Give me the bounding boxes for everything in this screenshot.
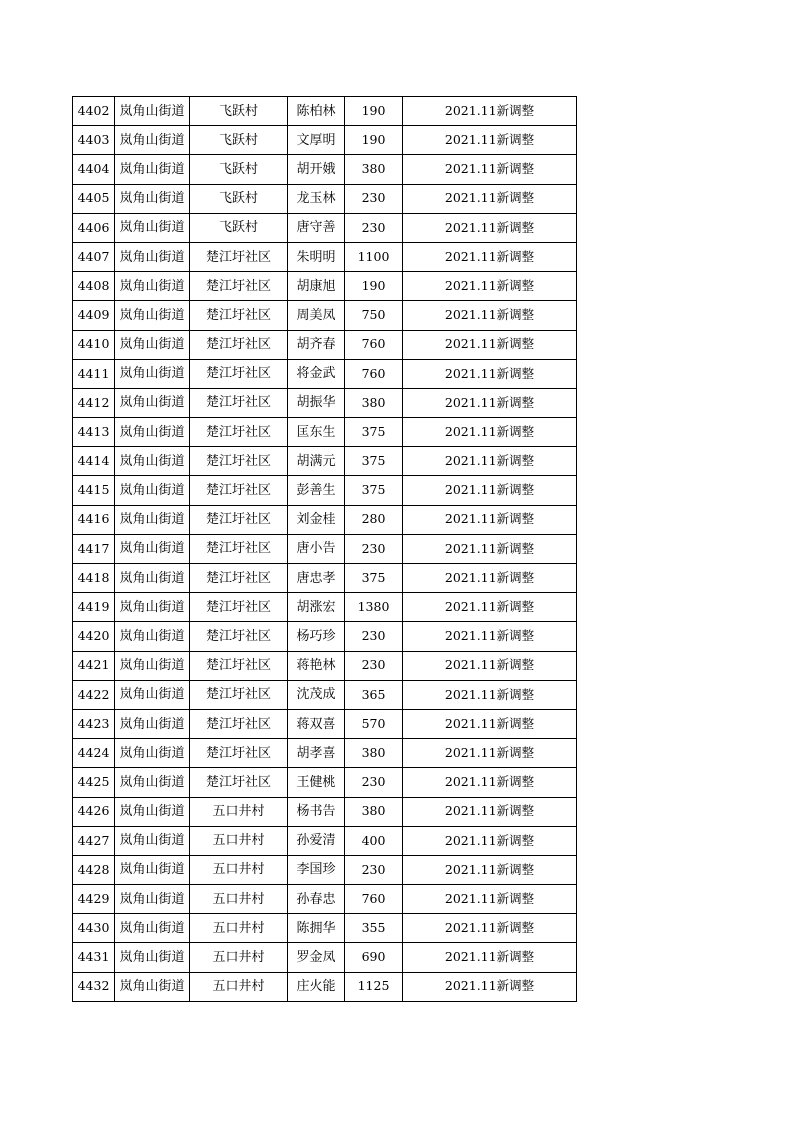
row-number-cell: 4432 (73, 972, 115, 1001)
amount-cell: 1125 (345, 972, 403, 1001)
row-number-cell: 4414 (73, 447, 115, 476)
table-row (73, 184, 577, 213)
village-cell: 飞跃村 (190, 184, 288, 213)
note-cell: 2021.11新调整 (403, 914, 577, 943)
person-name-cell: 蒋双喜 (288, 709, 345, 738)
row-number-cell: 4403 (73, 126, 115, 155)
person-name-cell: 彭善生 (288, 476, 345, 505)
person-name-cell: 周美凤 (288, 301, 345, 330)
person-name-cell: 杨书告 (288, 797, 345, 826)
street-cell: 岚角山街道 (115, 242, 190, 271)
street-cell: 岚角山街道 (115, 826, 190, 855)
village-cell: 飞跃村 (190, 213, 288, 242)
street-cell: 岚角山街道 (115, 534, 190, 563)
person-name-cell: 沈茂成 (288, 680, 345, 709)
row-number-cell: 4419 (73, 593, 115, 622)
row-number-cell: 4402 (73, 97, 115, 126)
person-name-cell: 胡康旭 (288, 272, 345, 301)
table-row (73, 768, 577, 797)
amount-cell: 1380 (345, 593, 403, 622)
person-name-cell: 龙玉林 (288, 184, 345, 213)
street-cell: 岚角山街道 (115, 885, 190, 914)
street-cell: 岚角山街道 (115, 184, 190, 213)
person-name-cell: 陈柏林 (288, 97, 345, 126)
person-name-cell: 胡开娥 (288, 155, 345, 184)
table-row (73, 855, 577, 884)
person-name-cell: 孙春忠 (288, 885, 345, 914)
table-row (73, 739, 577, 768)
amount-cell: 375 (345, 418, 403, 447)
row-number-cell: 4410 (73, 330, 115, 359)
amount-cell: 375 (345, 476, 403, 505)
table-row (73, 155, 577, 184)
note-cell: 2021.11新调整 (403, 768, 577, 797)
note-cell: 2021.11新调整 (403, 885, 577, 914)
note-cell: 2021.11新调整 (403, 242, 577, 271)
row-number-cell: 4411 (73, 359, 115, 388)
row-number-cell: 4416 (73, 505, 115, 534)
amount-cell: 750 (345, 301, 403, 330)
table-row (73, 914, 577, 943)
note-cell: 2021.11新调整 (403, 855, 577, 884)
street-cell: 岚角山街道 (115, 739, 190, 768)
row-number-cell: 4427 (73, 826, 115, 855)
row-number-cell: 4413 (73, 418, 115, 447)
street-cell: 岚角山街道 (115, 593, 190, 622)
person-name-cell: 杨巧珍 (288, 622, 345, 651)
row-number-cell: 4412 (73, 388, 115, 417)
table-body (73, 97, 577, 1002)
street-cell: 岚角山街道 (115, 972, 190, 1001)
table-row (73, 242, 577, 271)
village-cell: 五口井村 (190, 972, 288, 1001)
person-name-cell: 李国珍 (288, 855, 345, 884)
row-number-cell: 4429 (73, 885, 115, 914)
person-name-cell: 罗金凤 (288, 943, 345, 972)
row-number-cell: 4404 (73, 155, 115, 184)
note-cell: 2021.11新调整 (403, 651, 577, 680)
note-cell: 2021.11新调整 (403, 184, 577, 213)
street-cell: 岚角山街道 (115, 797, 190, 826)
person-name-cell: 将金武 (288, 359, 345, 388)
note-cell: 2021.11新调整 (403, 272, 577, 301)
village-cell: 飞跃村 (190, 97, 288, 126)
table-row (73, 476, 577, 505)
note-cell: 2021.11新调整 (403, 797, 577, 826)
note-cell: 2021.11新调整 (403, 739, 577, 768)
street-cell: 岚角山街道 (115, 709, 190, 738)
row-number-cell: 4424 (73, 739, 115, 768)
note-cell: 2021.11新调整 (403, 972, 577, 1001)
street-cell: 岚角山街道 (115, 943, 190, 972)
street-cell: 岚角山街道 (115, 301, 190, 330)
village-cell: 楚江圩社区 (190, 447, 288, 476)
amount-cell: 190 (345, 272, 403, 301)
village-cell: 楚江圩社区 (190, 709, 288, 738)
row-number-cell: 4409 (73, 301, 115, 330)
note-cell: 2021.11新调整 (403, 330, 577, 359)
amount-cell: 365 (345, 680, 403, 709)
person-name-cell: 王健桃 (288, 768, 345, 797)
person-name-cell: 孙爱清 (288, 826, 345, 855)
amount-cell: 230 (345, 768, 403, 797)
table-row (73, 388, 577, 417)
village-cell: 楚江圩社区 (190, 330, 288, 359)
table-row (73, 330, 577, 359)
village-cell: 楚江圩社区 (190, 242, 288, 271)
street-cell: 岚角山街道 (115, 126, 190, 155)
amount-cell: 190 (345, 97, 403, 126)
table-row (73, 972, 577, 1001)
street-cell: 岚角山街道 (115, 564, 190, 593)
amount-cell: 760 (345, 885, 403, 914)
table-row (73, 418, 577, 447)
table-row (73, 826, 577, 855)
amount-cell: 380 (345, 739, 403, 768)
table-row (73, 126, 577, 155)
note-cell: 2021.11新调整 (403, 622, 577, 651)
person-name-cell: 唐忠孝 (288, 564, 345, 593)
person-name-cell: 胡振华 (288, 388, 345, 417)
table-row (73, 447, 577, 476)
street-cell: 岚角山街道 (115, 505, 190, 534)
street-cell: 岚角山街道 (115, 418, 190, 447)
amount-cell: 400 (345, 826, 403, 855)
village-cell: 五口井村 (190, 943, 288, 972)
village-cell: 飞跃村 (190, 126, 288, 155)
person-name-cell: 唐小告 (288, 534, 345, 563)
note-cell: 2021.11新调整 (403, 564, 577, 593)
village-cell: 楚江圩社区 (190, 564, 288, 593)
row-number-cell: 4422 (73, 680, 115, 709)
street-cell: 岚角山街道 (115, 855, 190, 884)
row-number-cell: 4417 (73, 534, 115, 563)
person-name-cell: 唐守善 (288, 213, 345, 242)
row-number-cell: 4421 (73, 651, 115, 680)
village-cell: 楚江圩社区 (190, 272, 288, 301)
row-number-cell: 4406 (73, 213, 115, 242)
note-cell: 2021.11新调整 (403, 680, 577, 709)
person-name-cell: 胡孝喜 (288, 739, 345, 768)
person-name-cell: 胡涨宏 (288, 593, 345, 622)
data-table (72, 96, 577, 1002)
table-row (73, 680, 577, 709)
person-name-cell: 文厚明 (288, 126, 345, 155)
village-cell: 楚江圩社区 (190, 593, 288, 622)
village-cell: 楚江圩社区 (190, 418, 288, 447)
street-cell: 岚角山街道 (115, 476, 190, 505)
street-cell: 岚角山街道 (115, 97, 190, 126)
note-cell: 2021.11新调整 (403, 97, 577, 126)
row-number-cell: 4405 (73, 184, 115, 213)
row-number-cell: 4425 (73, 768, 115, 797)
amount-cell: 380 (345, 797, 403, 826)
row-number-cell: 4415 (73, 476, 115, 505)
person-name-cell: 胡满元 (288, 447, 345, 476)
street-cell: 岚角山街道 (115, 447, 190, 476)
person-name-cell: 胡齐春 (288, 330, 345, 359)
note-cell: 2021.11新调整 (403, 213, 577, 242)
village-cell: 楚江圩社区 (190, 739, 288, 768)
person-name-cell: 朱明明 (288, 242, 345, 271)
amount-cell: 355 (345, 914, 403, 943)
village-cell: 楚江圩社区 (190, 359, 288, 388)
person-name-cell: 刘金桂 (288, 505, 345, 534)
amount-cell: 230 (345, 184, 403, 213)
note-cell: 2021.11新调整 (403, 505, 577, 534)
amount-cell: 230 (345, 534, 403, 563)
amount-cell: 570 (345, 709, 403, 738)
note-cell: 2021.11新调整 (403, 593, 577, 622)
table-row (73, 213, 577, 242)
row-number-cell: 4423 (73, 709, 115, 738)
street-cell: 岚角山街道 (115, 651, 190, 680)
row-number-cell: 4431 (73, 943, 115, 972)
table-row (73, 651, 577, 680)
village-cell: 五口井村 (190, 855, 288, 884)
amount-cell: 375 (345, 447, 403, 476)
person-name-cell: 庄火能 (288, 972, 345, 1001)
village-cell: 楚江圩社区 (190, 534, 288, 563)
amount-cell: 280 (345, 505, 403, 534)
amount-cell: 230 (345, 855, 403, 884)
table-row (73, 359, 577, 388)
row-number-cell: 4418 (73, 564, 115, 593)
table-row (73, 593, 577, 622)
table-row (73, 885, 577, 914)
note-cell: 2021.11新调整 (403, 447, 577, 476)
note-cell: 2021.11新调整 (403, 418, 577, 447)
amount-cell: 760 (345, 359, 403, 388)
note-cell: 2021.11新调整 (403, 155, 577, 184)
street-cell: 岚角山街道 (115, 914, 190, 943)
table-row (73, 505, 577, 534)
amount-cell: 1100 (345, 242, 403, 271)
table-row (73, 301, 577, 330)
amount-cell: 690 (345, 943, 403, 972)
person-name-cell: 蒋艳林 (288, 651, 345, 680)
street-cell: 岚角山街道 (115, 359, 190, 388)
row-number-cell: 4428 (73, 855, 115, 884)
village-cell: 五口井村 (190, 826, 288, 855)
row-number-cell: 4420 (73, 622, 115, 651)
row-number-cell: 4426 (73, 797, 115, 826)
table-row (73, 622, 577, 651)
note-cell: 2021.11新调整 (403, 826, 577, 855)
village-cell: 五口井村 (190, 914, 288, 943)
table-row (73, 564, 577, 593)
street-cell: 岚角山街道 (115, 680, 190, 709)
village-cell: 楚江圩社区 (190, 651, 288, 680)
village-cell: 楚江圩社区 (190, 768, 288, 797)
village-cell: 飞跃村 (190, 155, 288, 184)
street-cell: 岚角山街道 (115, 388, 190, 417)
amount-cell: 230 (345, 622, 403, 651)
village-cell: 楚江圩社区 (190, 505, 288, 534)
person-name-cell: 陈拥华 (288, 914, 345, 943)
row-number-cell: 4430 (73, 914, 115, 943)
street-cell: 岚角山街道 (115, 622, 190, 651)
table-row (73, 709, 577, 738)
note-cell: 2021.11新调整 (403, 388, 577, 417)
village-cell: 楚江圩社区 (190, 622, 288, 651)
amount-cell: 190 (345, 126, 403, 155)
table-row (73, 272, 577, 301)
table-row (73, 797, 577, 826)
row-number-cell: 4407 (73, 242, 115, 271)
village-cell: 五口井村 (190, 885, 288, 914)
amount-cell: 380 (345, 388, 403, 417)
street-cell: 岚角山街道 (115, 272, 190, 301)
table-row (73, 534, 577, 563)
row-number-cell: 4408 (73, 272, 115, 301)
village-cell: 五口井村 (190, 797, 288, 826)
village-cell: 楚江圩社区 (190, 476, 288, 505)
street-cell: 岚角山街道 (115, 768, 190, 797)
street-cell: 岚角山街道 (115, 330, 190, 359)
amount-cell: 230 (345, 213, 403, 242)
amount-cell: 230 (345, 651, 403, 680)
person-name-cell: 匡东生 (288, 418, 345, 447)
amount-cell: 375 (345, 564, 403, 593)
note-cell: 2021.11新调整 (403, 301, 577, 330)
note-cell: 2021.11新调整 (403, 476, 577, 505)
note-cell: 2021.11新调整 (403, 359, 577, 388)
amount-cell: 380 (345, 155, 403, 184)
table-row (73, 97, 577, 126)
note-cell: 2021.11新调整 (403, 709, 577, 738)
note-cell: 2021.11新调整 (403, 126, 577, 155)
note-cell: 2021.11新调整 (403, 943, 577, 972)
village-cell: 楚江圩社区 (190, 301, 288, 330)
note-cell: 2021.11新调整 (403, 534, 577, 563)
table-row (73, 943, 577, 972)
street-cell: 岚角山街道 (115, 155, 190, 184)
village-cell: 楚江圩社区 (190, 388, 288, 417)
street-cell: 岚角山街道 (115, 213, 190, 242)
amount-cell: 760 (345, 330, 403, 359)
village-cell: 楚江圩社区 (190, 680, 288, 709)
